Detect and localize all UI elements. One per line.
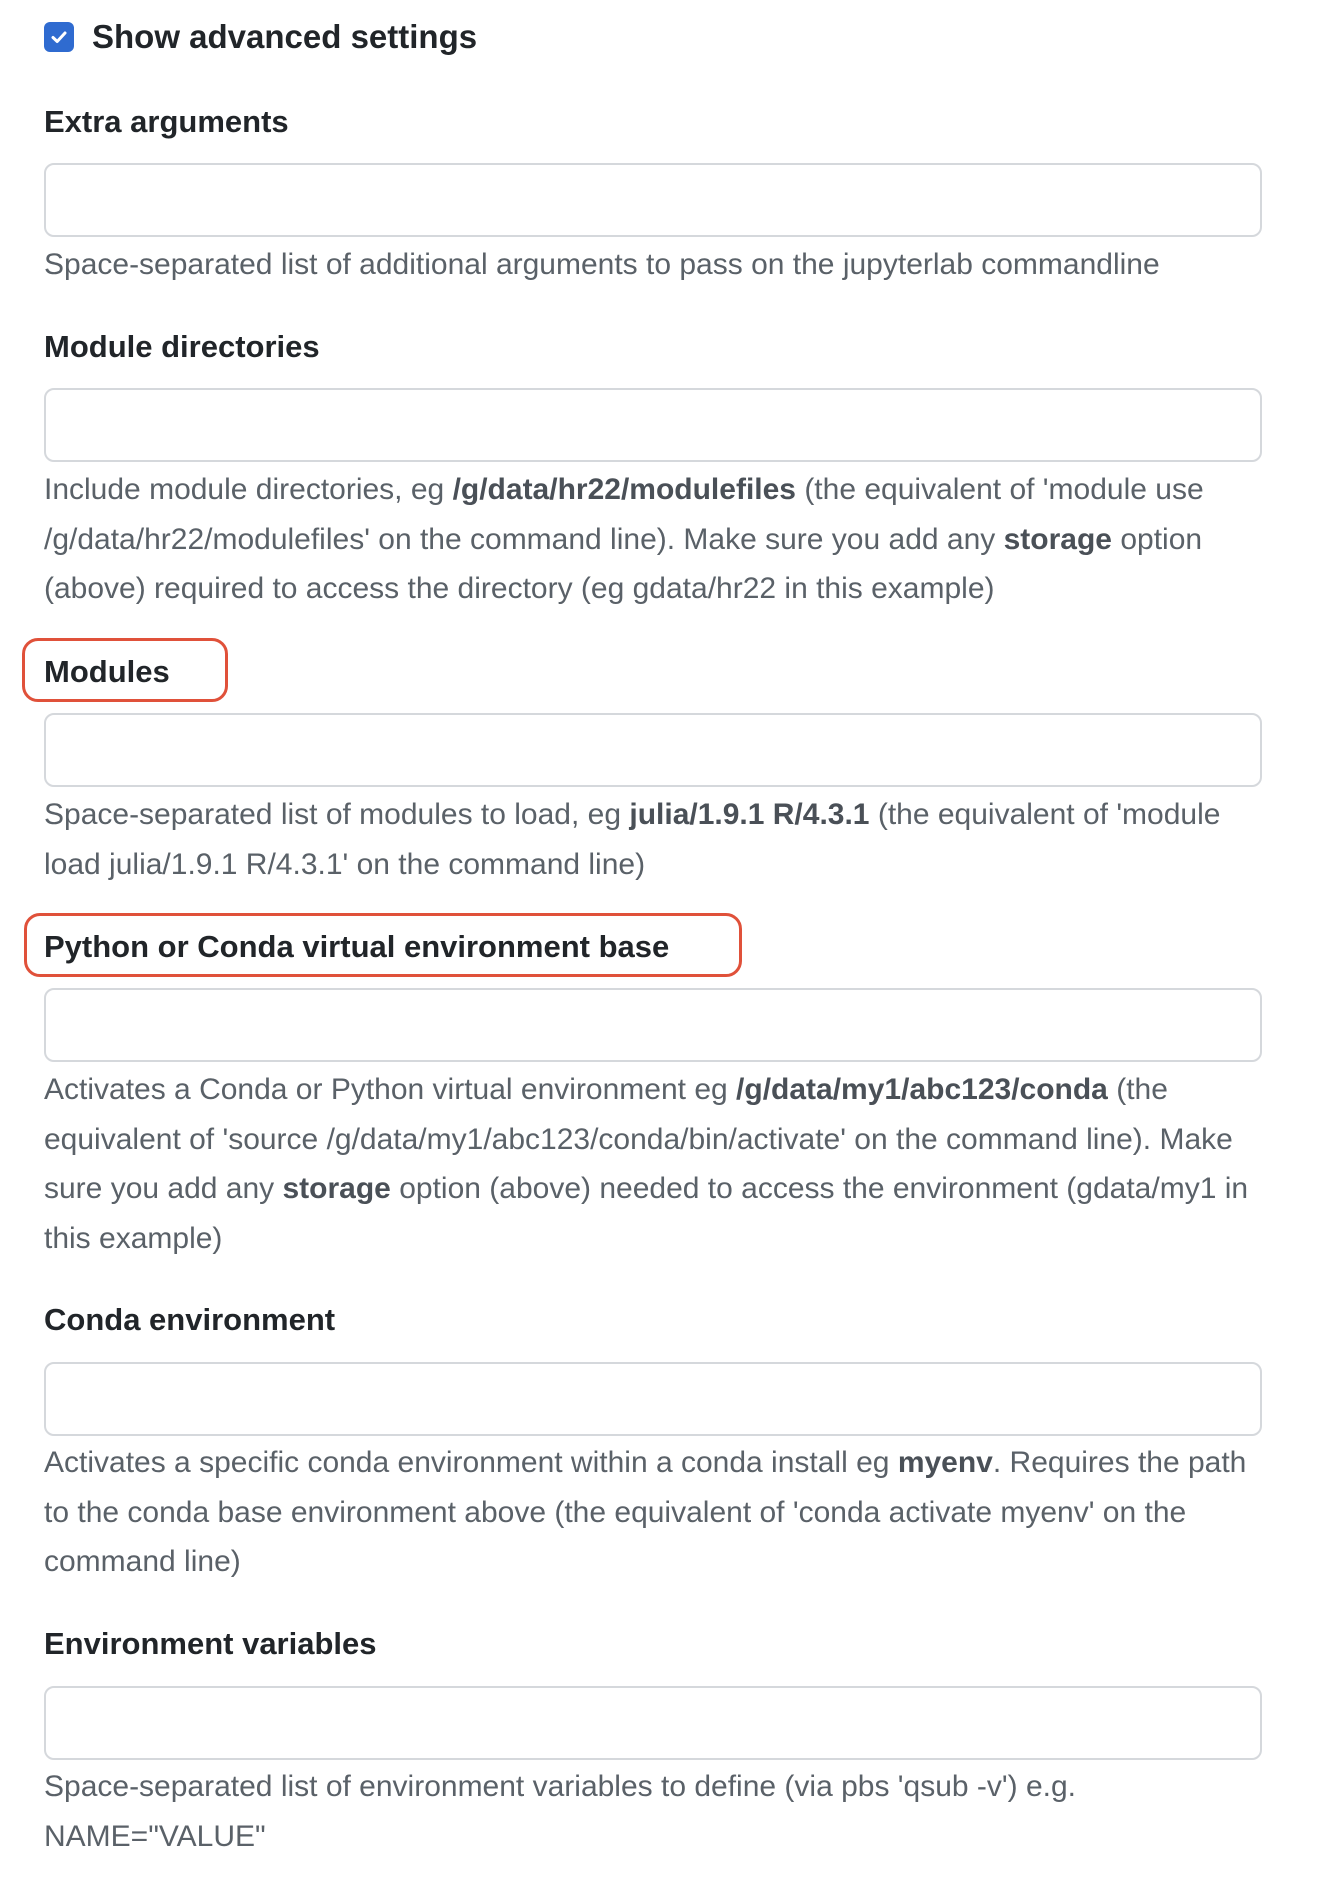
module-directories-label: Module directories xyxy=(44,329,320,364)
advanced-settings-toggle[interactable] xyxy=(44,16,477,58)
venv-base-example-path: /g/data/my1/abc123/conda xyxy=(736,1073,1108,1106)
conda-environment-input[interactable] xyxy=(44,1362,1262,1436)
module-directories-input[interactable] xyxy=(44,388,1262,462)
conda-environment-example: myenv xyxy=(897,1446,993,1479)
environment-variables-label: Environment variables xyxy=(44,1626,377,1661)
module-directories-example-path: /g/data/hr22/modulefiles xyxy=(452,473,796,506)
advanced-settings-label: Show advanced settings xyxy=(92,18,478,55)
conda-environment-help: Activates a specific conda environment within a conda install eg myenv. Requires the path to the conda base environment above (the equivalent of 'conda activate myenv' on the command line) xyxy=(44,1446,1247,1578)
extra-arguments-label: Extra arguments xyxy=(44,104,289,139)
module-directories-help: Include module directories, eg /g/data/hr22/modulefiles (the equivalent of 'module use /g/data/hr22/modulefiles' on the command line). Make sure you add any storage option (above) required to access the directory (eg gdata/hr22 in this example) xyxy=(44,473,1204,605)
modules-example: julia/1.9.1 R/4.3.1 xyxy=(629,798,870,831)
extra-arguments-input[interactable] xyxy=(44,163,1262,237)
environment-variables-help: Space-separated list of environment variables to define (via pbs 'qsub -v') e.g. NAME="VALUE" xyxy=(44,1770,1076,1853)
checkmark-icon xyxy=(49,27,69,47)
venv-base-help: Activates a Conda or Python virtual environment eg /g/data/my1/abc123/conda (the equivalent of 'source /g/data/my1/abc123/conda/bin/activate' on the command line). Make sure you add any storage option (above) needed to access the environment (gdata/my1 in this example) xyxy=(44,1073,1249,1255)
conda-environment-label: Conda environment xyxy=(44,1302,336,1337)
modules-input[interactable] xyxy=(44,713,1262,787)
modules-help: Space-separated list of modules to load, eg julia/1.9.1 R/4.3.1 (the equivalent of 'module load julia/1.9.1 R/4.3.1' on the command line) xyxy=(44,798,1221,881)
storage-keyword: storage xyxy=(1003,522,1112,556)
venv-base-input[interactable] xyxy=(44,988,1262,1062)
storage-keyword: storage xyxy=(282,1172,391,1205)
venv-base-label: Python or Conda virtual environment base xyxy=(44,929,670,964)
advanced-settings-checkbox[interactable] xyxy=(44,22,74,52)
environment-variables-input[interactable] xyxy=(44,1686,1262,1760)
modules-label: Modules xyxy=(44,654,170,689)
extra-arguments-help: Space-separated list of additional arguments to pass on the jupyterlab commandline xyxy=(44,248,1160,281)
